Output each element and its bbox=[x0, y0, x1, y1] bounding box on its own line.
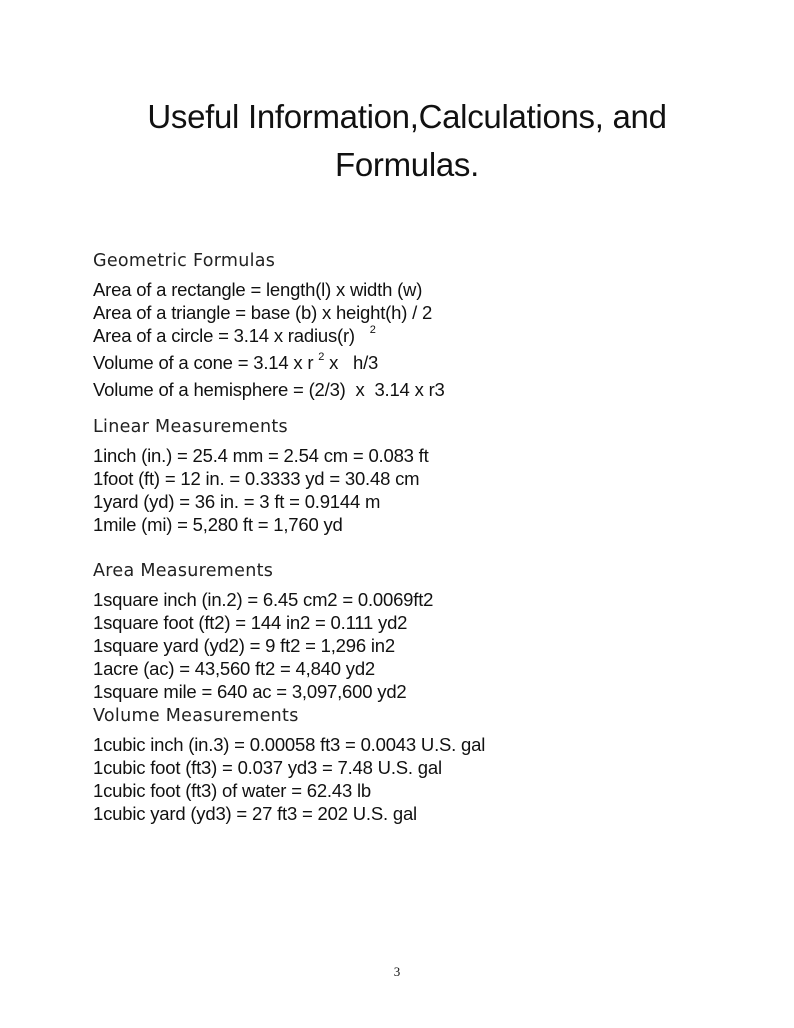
circle-area-formula bbox=[93, 324, 693, 351]
cone-volume-formula bbox=[93, 351, 693, 378]
area-measurements-heading: Area Measurements bbox=[93, 561, 274, 581]
cone-exponent: 2 bbox=[318, 351, 325, 363]
triangle-area-formula: Area of a triangle = base (b) x height(h) / 2 bbox=[93, 302, 433, 323]
list-item: 1square foot (ft2) = 144 in2 = 0.111 yd2 bbox=[93, 612, 408, 633]
page-number: 3 bbox=[393, 964, 401, 979]
geometric-formulas-section bbox=[93, 250, 693, 401]
linear-measurements-section bbox=[93, 416, 693, 536]
page-title-line-2: Formulas. bbox=[335, 146, 479, 183]
cone-volume-text-end: x h/3 bbox=[324, 352, 379, 373]
circle-exponent: 2 bbox=[369, 324, 376, 336]
area-measurements-section bbox=[93, 560, 693, 703]
list-item: 1cubic foot (ft3) = 0.037 yd3 = 7.48 U.S. gal bbox=[93, 757, 442, 778]
list-item: 1square mile = 640 ac = 3,097,600 yd2 bbox=[93, 681, 407, 702]
list-item: 1square inch (in.2) = 6.45 cm2 = 0.0069ft2 bbox=[93, 589, 434, 610]
list-item: 1acre (ac) = 43,560 ft2 = 4,840 yd2 bbox=[93, 658, 375, 679]
list-item: 1cubic foot (ft3) of water = 62.43 lb bbox=[93, 780, 371, 801]
list-item: 1square yard (yd2) = 9 ft2 = 1,296 in2 bbox=[93, 635, 395, 656]
page-title-line-1: Useful Information,Calculations, and bbox=[147, 98, 667, 135]
hemisphere-volume-formula: Volume of a hemisphere = (2/3) x 3.14 x r3 bbox=[93, 379, 445, 400]
volume-measurements-heading: Volume Measurements bbox=[93, 706, 299, 726]
list-item: 1cubic inch (in.3) = 0.00058 ft3 = 0.0043 U.S. gal bbox=[93, 734, 486, 755]
linear-measurements-heading: Linear Measurements bbox=[93, 417, 288, 437]
list-item: 1foot (ft) = 12 in. = 0.3333 yd = 30.48 cm bbox=[93, 468, 420, 489]
rectangle-area-formula: Area of a rectangle = length(l) x width (w) bbox=[93, 279, 423, 300]
circle-area-text: Area of a circle = 3.14 x radius(r) bbox=[93, 325, 355, 346]
list-item: 1yard (yd) = 36 in. = 3 ft = 0.9144 m bbox=[93, 491, 381, 512]
page-title bbox=[120, 93, 694, 189]
list-item: 1inch (in.) = 25.4 mm = 2.54 cm = 0.083 ft bbox=[93, 445, 429, 466]
geometric-formulas-heading: Geometric Formulas bbox=[93, 251, 276, 271]
volume-measurements-section bbox=[93, 705, 693, 825]
list-item: 1cubic yard (yd3) = 27 ft3 = 202 U.S. gal bbox=[93, 803, 417, 824]
cone-volume-text: Volume of a cone = 3.14 x r bbox=[93, 352, 314, 373]
list-item: 1mile (mi) = 5,280 ft = 1,760 yd bbox=[93, 514, 343, 535]
